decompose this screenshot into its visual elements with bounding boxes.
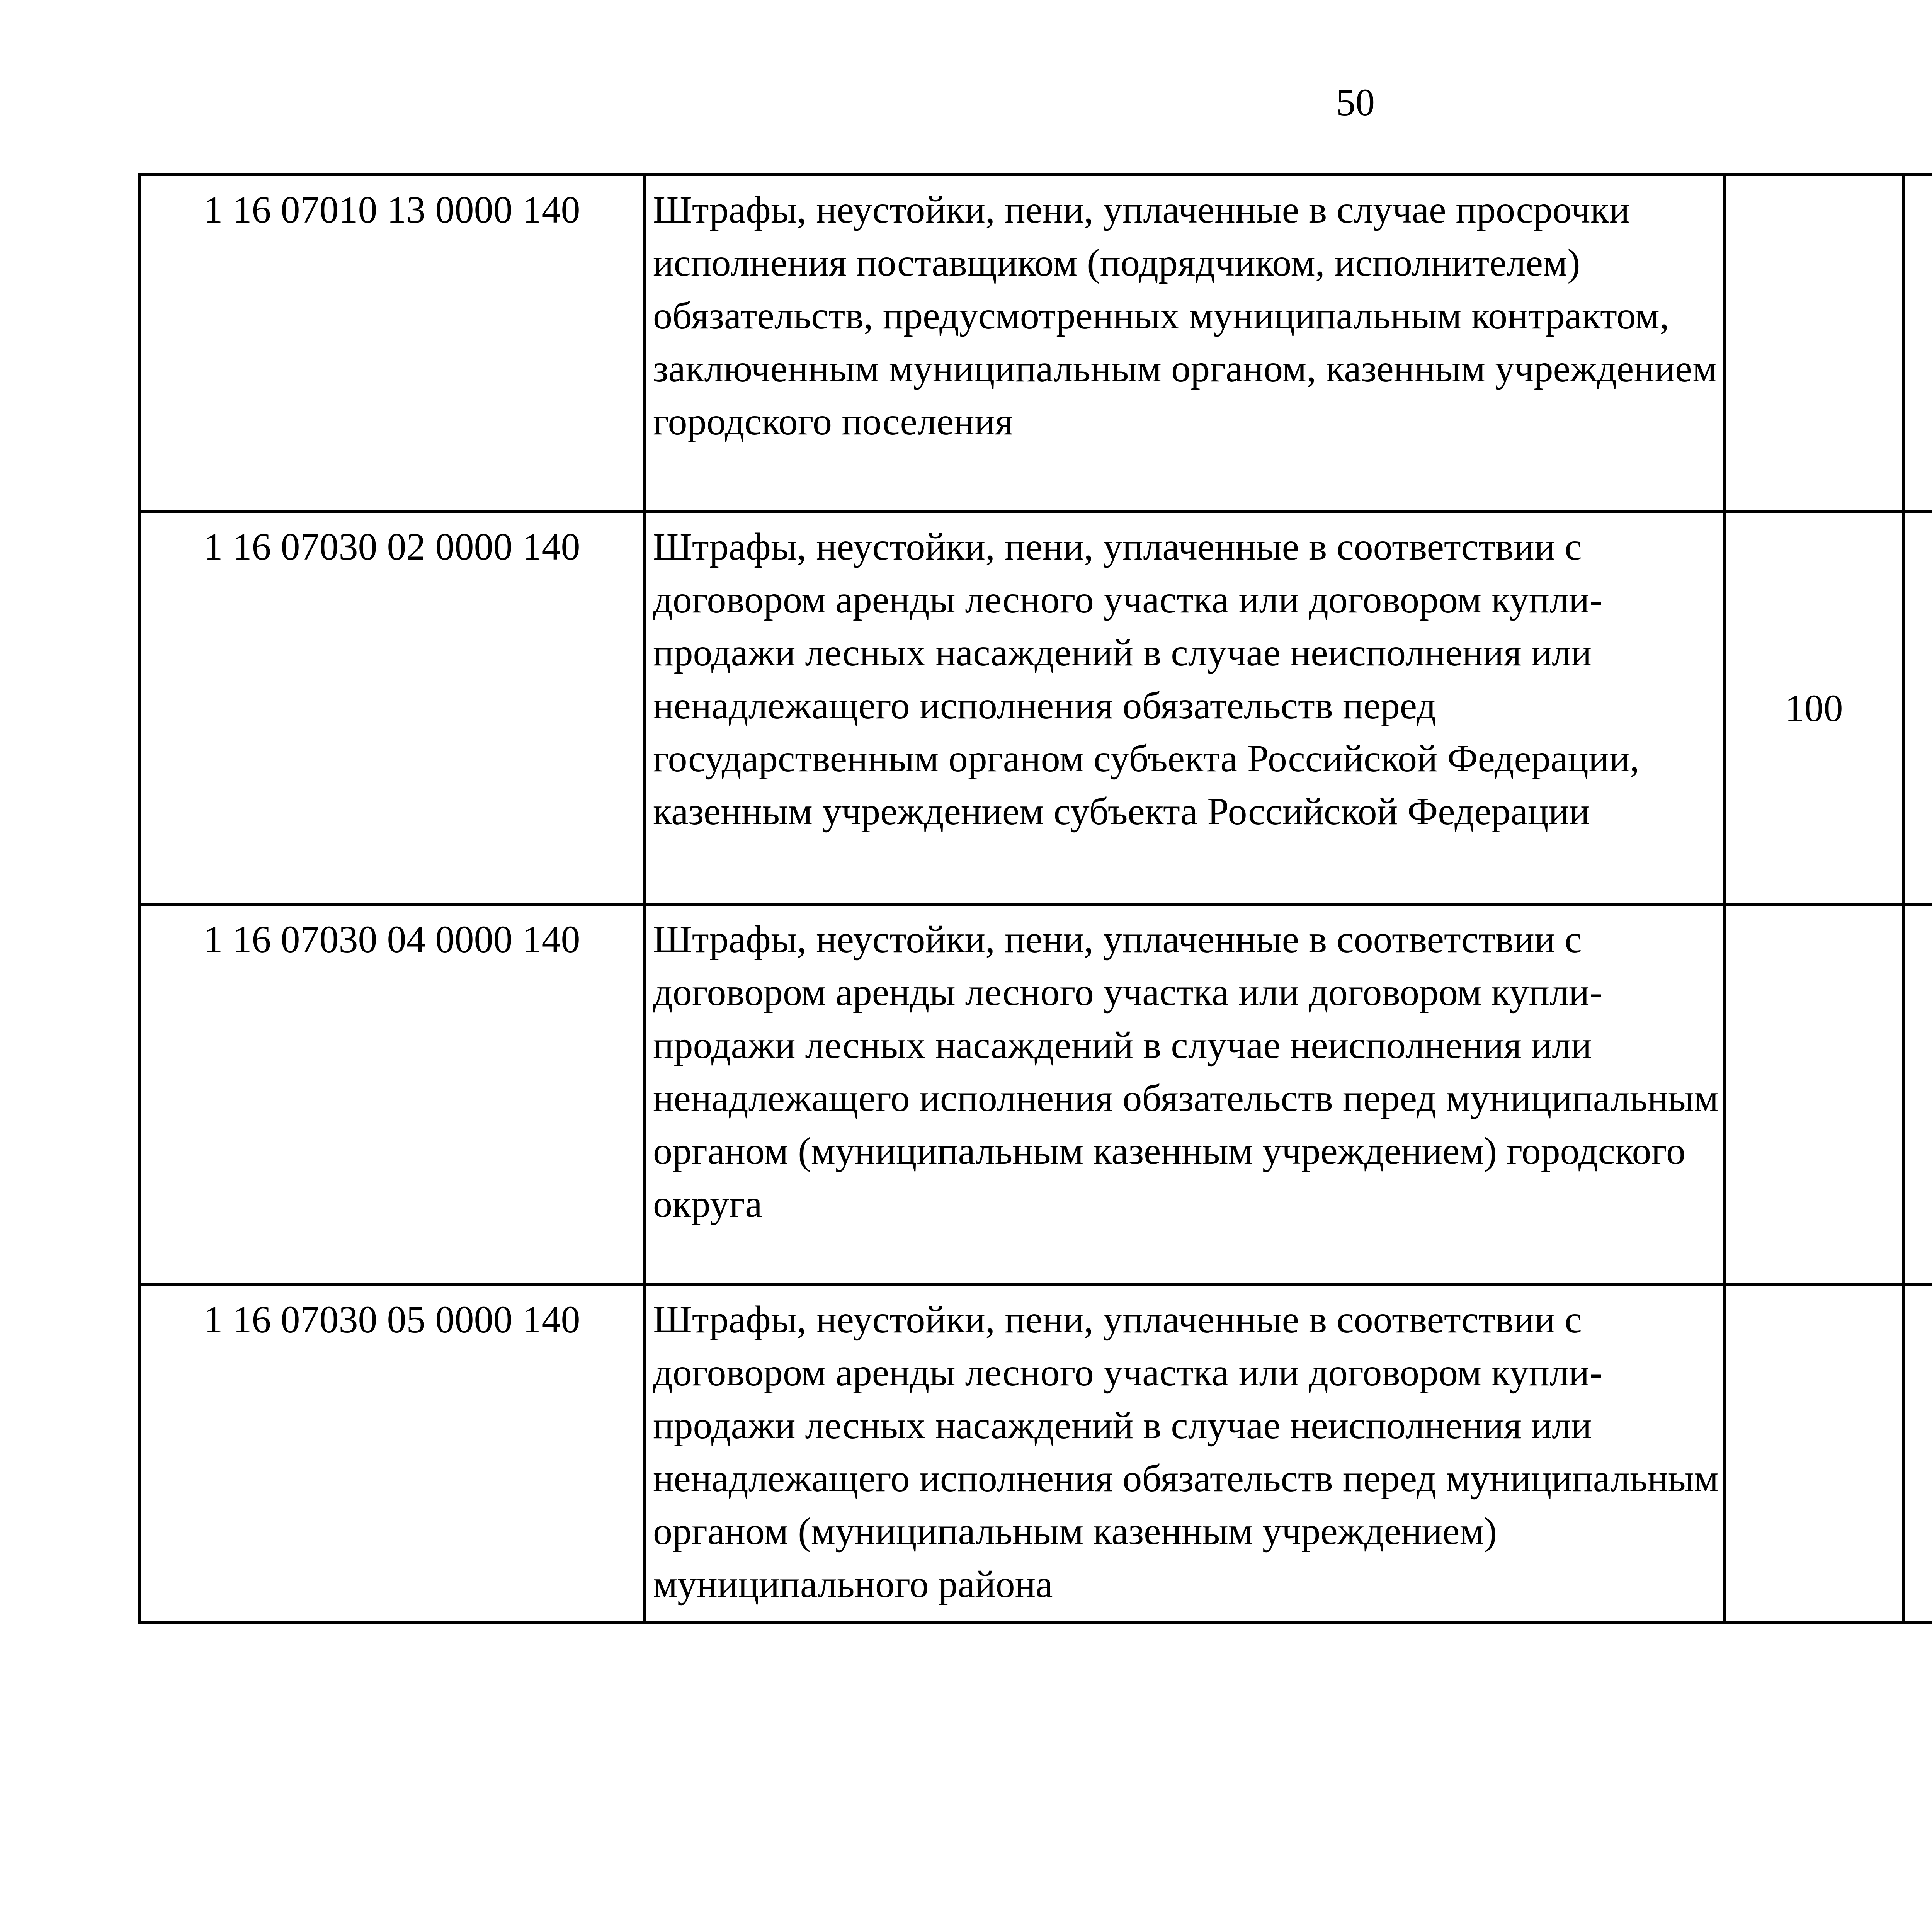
table-row — [139, 512, 1932, 904]
revenue-distribution-table — [138, 173, 1932, 1624]
table-row — [139, 904, 1932, 1284]
revenue-description-cell: Штрафы, неустойки, пени, уплаченные в соответствии с договором аренды лесного участка или договором купли-продажи лесных насаждений в случае неисполнения или ненадлежащего исполнения обязательств перед муниципальным органом (муниципальным казенным учреждением) городского округа — [645, 904, 1724, 1284]
percent-cell — [1724, 1284, 1904, 1622]
table-row — [139, 175, 1932, 512]
percent-cell — [1904, 1284, 1932, 1622]
revenue-description-cell: Штрафы, неустойки, пени, уплаченные в случае просрочки исполнения поставщиком (подрядчиком, исполнителем) обязательств, предусмотренных муниципальным контрактом, заключенным муниципальным органом, казенным учреждением городского поселения — [645, 175, 1724, 512]
revenue-code-cell: 1 16 07010 13 0000 140 — [139, 175, 645, 512]
revenue-code-cell: 1 16 07030 05 0000 140 — [139, 1284, 645, 1622]
revenue-code-cell: 1 16 07030 02 0000 140 — [139, 512, 645, 904]
percent-cell — [1904, 512, 1932, 904]
percent-cell — [1904, 175, 1932, 512]
table-row — [139, 1284, 1932, 1622]
percent-cell: 100 — [1724, 512, 1904, 904]
percent-cell — [1724, 904, 1904, 1284]
percent-cell — [1904, 904, 1932, 1284]
revenue-description-cell: Штрафы, неустойки, пени, уплаченные в соответствии с договором аренды лесного участка или договором купли-продажи лесных насаждений в случае неисполнения или ненадлежащего исполнения обязательств перед государственным органом субъекта Российской Федерации, казенным учреждением субъекта Российской Федерации — [645, 512, 1724, 904]
revenue-description-cell: Штрафы, неустойки, пени, уплаченные в соответствии с договором аренды лесного участка или договором купли-продажи лесных насаждений в случае неисполнения или ненадлежащего исполнения обязательств перед муниципальным органом (муниципальным казенным учреждением) муниципального района — [645, 1284, 1724, 1622]
page-number: 50 — [1336, 81, 1375, 124]
percent-cell — [1724, 175, 1904, 512]
revenue-code-cell: 1 16 07030 04 0000 140 — [139, 904, 645, 1284]
